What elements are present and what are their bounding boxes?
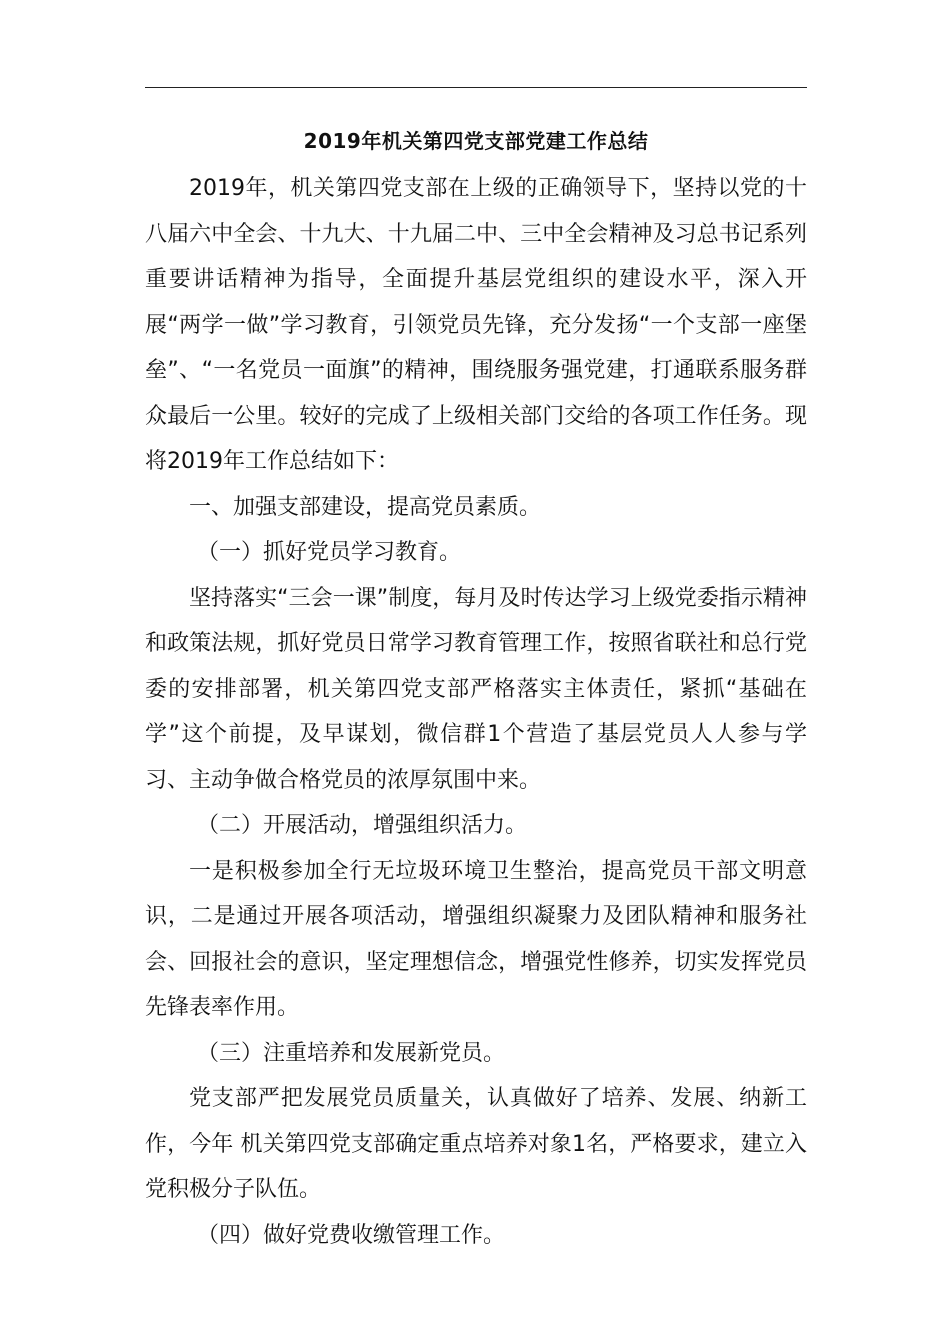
header-rule bbox=[145, 87, 807, 88]
subsection-heading-3: （三）注重培养和发展新党员。 bbox=[197, 1040, 506, 1066]
document-body bbox=[145, 166, 807, 1258]
subsection-heading-2: （二）开展活动，增强组织活力。 bbox=[197, 813, 528, 838]
body-paragraph-3: 党支部严把发展党员质量关，认真做好了培养、发展、纳新工作，今年 机关第四党支部确定重点培养对象1名，严格要求，建立入党积极分子队伍。 bbox=[145, 1086, 807, 1202]
document-title: 2019年机关第四党支部党建工作总结 bbox=[303, 129, 649, 153]
subsection-heading-1: （一）抓好党员学习教育。 bbox=[197, 540, 462, 565]
subsection-heading-4: （四）做好党费收缴管理工作。 bbox=[197, 1222, 506, 1248]
section-heading-1: 一、加强支部建设，提高党员素质。 bbox=[189, 494, 542, 520]
body-paragraph-2: 一是积极参加全行无垃圾环境卫生整治，提高党员干部文明意识，二是通过开展各项活动，增强组织凝聚力及团队精神和服务社会、回报社会的意识，坚定理想信念，增强党性修养，切实发挥党员先锋表率作用。 bbox=[145, 858, 807, 1020]
intro-paragraph: 2019年，机关第四党支部在上级的正确领导下，坚持以党的十八届六中全会、十九大、十九届二中、三中全会精神及习总书记系列重要讲话精神为指导，全面提升基层党组织的建设水平，深入开展“两学一做”学习教育，引领党员先锋，充分发扬“一个支部一座堡垒”、“一名党员一面旗”的精神，围绕服务强党建，打通联系服务群众最后一公里。较好的完成了上级相关部门交给的各项工作任务。现将2019年工作总结如下： bbox=[145, 176, 807, 474]
body-paragraph-1: 坚持落实“三会一课”制度，每月及时传达学习上级党委指示精神和政策法规，抓好党员日常学习教育管理工作，按照省联社和总行党委的安排部署，机关第四党支部严格落实主体责任，紧抓“基础在学”这个前提，及早谋划，微信群1个营造了基层党员人人参与学习、主动争做合格党员的浓厚氛围中来。 bbox=[145, 585, 807, 793]
